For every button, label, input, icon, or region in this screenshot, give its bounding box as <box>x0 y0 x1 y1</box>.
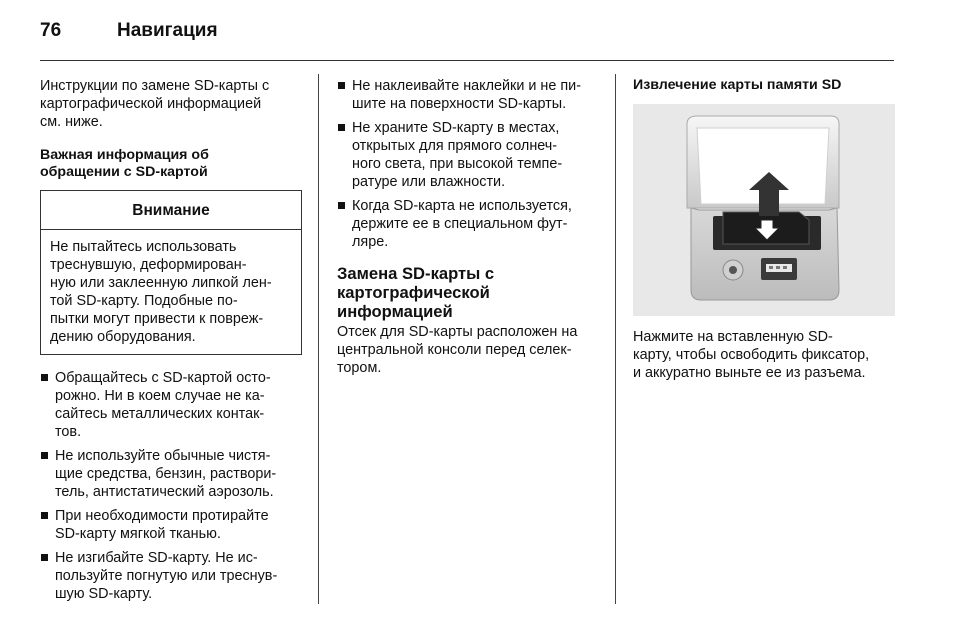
column-2 <box>337 77 601 377</box>
bullet-square-icon <box>41 374 48 381</box>
text-line: Не храните SD-карту в местах, <box>352 120 560 136</box>
text-line: обращении с SD-картой <box>40 164 208 180</box>
text-line: информацией <box>337 302 453 321</box>
column-divider <box>318 74 319 604</box>
text-line: ную или заклеенную липкой лен- <box>50 275 272 291</box>
text-line: треснувшую, деформирован- <box>50 257 247 273</box>
warning-box <box>40 190 302 355</box>
text-line: картографической информацией <box>40 96 262 112</box>
column-divider <box>615 74 616 604</box>
warning-title: Внимание <box>41 191 301 230</box>
text-line: центральной консоли перед селек- <box>337 342 572 358</box>
bullet-square-icon <box>338 124 345 131</box>
text-line: Инструкции по замене SD-карты с <box>40 78 270 94</box>
text-line: Не наклеивайте наклейки и не пи- <box>352 78 581 94</box>
intro-paragraph <box>40 77 302 131</box>
text-line: Нажмите на вставленную SD- <box>633 329 833 345</box>
text-line: тов. <box>55 424 82 440</box>
page-number: 76 <box>40 20 62 41</box>
text-line: см. ниже. <box>40 114 103 130</box>
text-line: Важная информация об <box>40 147 209 163</box>
warning-text <box>41 230 301 354</box>
text-line: щие средства, бензин, раствори- <box>55 466 277 482</box>
text-line: При необходимости протирайте <box>55 508 269 524</box>
column-1 <box>40 77 302 609</box>
chapter-title: Навигация <box>117 20 218 41</box>
figure-caption <box>633 328 895 382</box>
text-line: открытых для прямого солнеч- <box>352 138 558 154</box>
text-line: Не используйте обычные чистя- <box>55 448 271 464</box>
text-line: Обращайтесь с SD-картой осто- <box>55 370 271 386</box>
page-header <box>40 20 894 61</box>
sd-card-slot-illustration-icon <box>633 104 895 316</box>
text-line: и аккуратно выньте ее из разъема. <box>633 365 866 381</box>
text-line: тель, антистатический аэрозоль. <box>55 484 274 500</box>
text-line: рожно. Ни в коем случае не ка- <box>55 388 265 404</box>
text-line: той SD-карту. Подобные по- <box>50 293 238 309</box>
text-line: пользуйте погнутую или треснув- <box>55 568 278 584</box>
list-item <box>40 369 302 441</box>
list-item <box>337 77 601 113</box>
text-line: SD-карту мягкой тканью. <box>55 526 221 542</box>
bullet-square-icon <box>41 452 48 459</box>
text-line: шите на поверхности SD-карты. <box>352 96 567 112</box>
sd-slot-figure <box>633 104 895 316</box>
bullet-square-icon <box>41 554 48 561</box>
text-line: Не пытайтесь использовать <box>50 239 237 255</box>
text-line: ратуре или влажности. <box>352 174 506 190</box>
column-3 <box>633 77 895 382</box>
figure-heading: Извлечение карты памяти SD <box>633 77 842 93</box>
care-bullet-list <box>40 369 302 603</box>
body-paragraph <box>337 323 601 377</box>
text-line: Отсек для SD-карты расположен на <box>337 324 578 340</box>
text-line: ляре. <box>352 234 389 250</box>
list-item <box>337 197 601 251</box>
list-item <box>40 447 302 501</box>
bullet-square-icon <box>338 82 345 89</box>
text-line: карту, чтобы освободить фиксатор, <box>633 347 870 363</box>
list-item <box>337 119 601 191</box>
text-line: пытки могут привести к повреж- <box>50 311 264 327</box>
text-line: картографической <box>337 283 490 302</box>
text-line: Когда SD-карта не используется, <box>352 198 572 214</box>
text-line: Замена SD-карты с <box>337 264 495 283</box>
text-line: шую SD-карту. <box>55 586 153 602</box>
bullet-square-icon <box>41 512 48 519</box>
bullet-square-icon <box>338 202 345 209</box>
care-bullet-list <box>337 77 601 251</box>
text-line: Не изгибайте SD-карту. Не ис- <box>55 550 258 566</box>
text-line: ного света, при высокой темпе- <box>352 156 563 172</box>
list-item <box>40 549 302 603</box>
text-line: тором. <box>337 360 382 376</box>
text-line: дению оборудования. <box>50 329 196 345</box>
section-subheading <box>40 147 302 181</box>
list-item <box>40 507 302 543</box>
text-line: держите ее в специальном фут- <box>352 216 568 232</box>
text-line: сайтесь металлических контак- <box>55 406 265 422</box>
section-heading <box>337 264 601 321</box>
